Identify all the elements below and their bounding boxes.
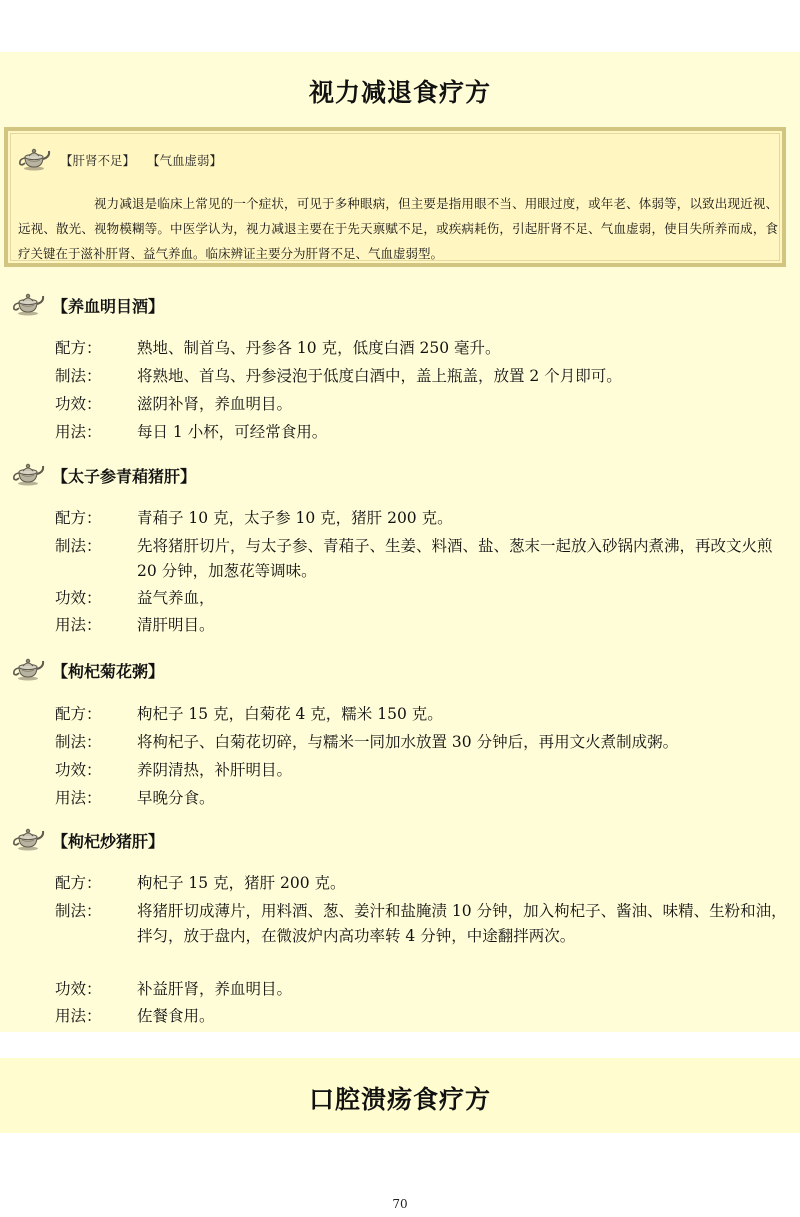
field-value: 将枸杞子、白菊花切碎，与糯米一同加水放置 30 分钟后，再用文火煮制成粥。 — [137, 733, 679, 751]
recipe-title: 【太子参青葙猪肝】 — [52, 467, 197, 486]
field-value: 早晚分食。 — [137, 789, 215, 807]
field-value: 佐餐食用。 — [137, 1007, 215, 1025]
recipe-title: 【枸杞菊花粥】 — [52, 662, 165, 681]
intro-box — [4, 127, 786, 267]
field-value: 清肝明目。 — [137, 616, 215, 634]
page-title: 视力减退食疗方 — [308, 78, 491, 107]
field-label: 配方： — [55, 509, 102, 527]
field-label: 用法： — [55, 1007, 102, 1025]
recipe-title: 【枸杞炒猪肝】 — [52, 832, 165, 851]
field-value: 枸杞子 15 克，白菊花 4 克，糯米 150 克。 — [137, 705, 443, 723]
field-value: 青葙子 10 克，太子参 10 克，猪肝 200 克。 — [137, 509, 453, 527]
field-label: 配方： — [55, 339, 102, 357]
field-value: 将熟地、首乌、丹参浸泡于低度白酒中，盖上瓶盖，放置 2 个月即可。 — [137, 367, 622, 385]
recipe-title: 【养血明目酒】 — [52, 297, 165, 316]
field-value: 枸杞子 15 克，猪肝 200 克。 — [137, 874, 346, 892]
teapot-icon — [10, 290, 46, 316]
field-label: 配方： — [55, 705, 102, 723]
field-value: 养阴清热，补肝明目。 — [137, 761, 293, 779]
field-label: 制法： — [55, 902, 102, 920]
field-label: 功效： — [55, 980, 102, 998]
field-label: 用法： — [55, 423, 102, 441]
field-label: 制法： — [55, 367, 102, 385]
page-number: 70 — [392, 1197, 408, 1211]
next-section-title: 口腔溃疡食疗方 — [308, 1085, 491, 1114]
field-label: 功效： — [55, 761, 102, 779]
teapot-icon — [16, 145, 52, 171]
field-value: 先将猪肝切片，与太子参、青葙子、生姜、料酒、盐、葱末一起放入砂锅内煮沸，再改文火煎 20 分钟，加葱花等调味。 — [137, 537, 773, 580]
field-label: 配方： — [55, 874, 102, 892]
teapot-icon — [10, 655, 46, 681]
tag-liver-kidney: 【肝肾不足】 — [60, 153, 136, 168]
field-label: 用法： — [55, 789, 102, 807]
field-label: 制法： — [55, 733, 102, 751]
field-value: 补益肝肾，养血明目。 — [137, 980, 293, 998]
teapot-icon — [10, 825, 46, 851]
field-label: 制法： — [55, 537, 102, 555]
teapot-icon — [10, 460, 46, 486]
intro-tags — [60, 151, 230, 169]
field-value: 益气养血， — [137, 589, 215, 607]
field-value: 滋阴补肾，养血明目。 — [137, 395, 293, 413]
field-value: 将猪肝切成薄片，用料酒、葱、姜汁和盐腌渍 10 分钟，加入枸杞子、酱油、味精、生粉和油，拌匀，放于盘内，在微波炉内高功率转 4 分钟，中途翻拌两次。 — [137, 902, 787, 945]
intro-text: 视力减退是临床上常见的一个症状，可见于多种眼病，但主要是指用眼不当、用眼过度，或年老、体弱等，以致出现近视、远视、散光、视物模糊等。中医学认为，视力减退主要在于先天禀赋不足，或疾病耗伤，引起肝肾不足、气血虚弱，使目失所养而成，食疗关键在于滋补肝肾、益气养血。临床辨证主要分为肝肾不足、气血虚弱型。 — [18, 196, 778, 261]
field-value: 每日 1 小杯，可经常食用。 — [137, 423, 328, 441]
field-label: 用法： — [55, 616, 102, 634]
field-label: 功效： — [55, 395, 102, 413]
field-value: 熟地、制首乌、丹参各 10 克，低度白酒 250 毫升。 — [137, 339, 501, 357]
tag-qi-blood: 【气血虚弱】 — [147, 153, 223, 168]
field-label: 功效： — [55, 589, 102, 607]
